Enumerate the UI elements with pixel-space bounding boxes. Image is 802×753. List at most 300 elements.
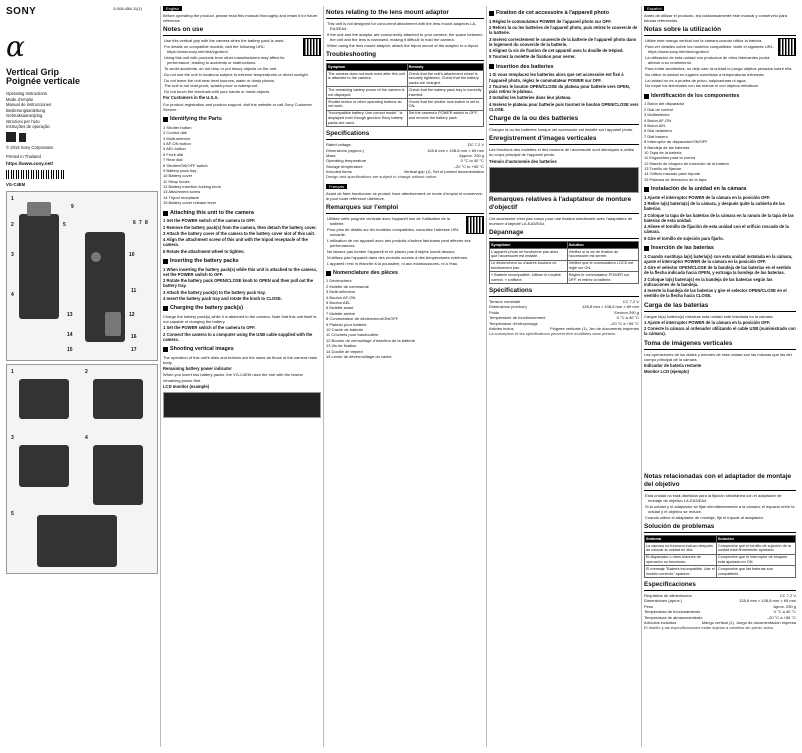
- section-title: Identifying the Parts: [170, 116, 222, 123]
- bullet-item: L'appareil n'est ni étanche à la poussière, ni aux éclaboussures, ni à l'eau.: [327, 260, 459, 266]
- step-number: 4: [85, 434, 88, 441]
- paragraph: Charge the battery pack(s) while it is attached to the camera. Note that this unit itself is not capable of charging the battery.: [163, 313, 317, 325]
- spec-label: Rated voltage: [326, 142, 351, 148]
- step-item: 3 Installez les batteries dans leur plateau.: [489, 95, 572, 101]
- bullet-item: If the unit and the adaptor are concurrently attached to your camera, the space between the unit and the lens is narrowed, making it difficult to hold the camera.: [327, 31, 483, 43]
- section-heading: Dépannage: [489, 229, 639, 239]
- step-item: 4 Alinee el tornillo de fijación de esta unidad con el orificio roscado de la cámara.: [644, 224, 789, 235]
- part-item: 11 Strap hooks: [163, 178, 190, 184]
- callout-label: 12: [129, 311, 135, 318]
- grip-top-illustration: [27, 202, 51, 216]
- step-item: 5 Tournez la molette de fixation pour serrer.: [489, 54, 576, 60]
- part-item: 7 Molette arrière: [326, 310, 356, 316]
- sub-heading: Monitor LCD (ejemplo): [644, 369, 689, 375]
- step-number: 1: [11, 368, 14, 375]
- bullet-item: This unit is not designed for concurrent attachment with the lens mount adaptors LA-EA3/EA4.: [327, 21, 477, 32]
- part-item: 14 Orificio roscado para trípode: [644, 171, 701, 177]
- table-cell: The camera does not work even after this unit is attached to the camera.: [327, 71, 408, 87]
- part-item: 10 Tapa de la batería: [644, 149, 682, 155]
- spec-note: Design and specifications are subject to change without notice.: [326, 174, 438, 180]
- qr-code-icon: [466, 216, 484, 234]
- manual-item: Instruções de operação: [6, 124, 50, 129]
- callout-label: 8: [145, 219, 148, 226]
- step-item: 1 Ajuste el interruptor POWER de la cámara en la posición OFF.: [644, 194, 771, 200]
- manual-item: Operating Instructions: [6, 91, 47, 97]
- part-item: 5 Botón AEL: [644, 122, 667, 128]
- column-divider: [323, 6, 324, 747]
- spec-label: Tension nominale: [489, 299, 521, 305]
- part-item: 6 Front dial: [163, 151, 184, 157]
- part-item: 13 Tornillo de fijación: [644, 166, 682, 172]
- step-item: 2 Gire el selector OPEN/CLOSE de la bandeja de las baterías en el sentido de la flecha indicada hacia OPEN, y extraiga la bandeja de las baterías.: [644, 265, 792, 276]
- troubleshooting-table: [326, 63, 484, 127]
- part-item: 3 Multi-selector: [163, 135, 191, 141]
- bullet-item: Do not use the unit in locations subject to extreme temperatures or direct sunlight.: [164, 71, 309, 77]
- column-header: Remedy: [407, 64, 483, 71]
- section-heading: Charge de la ou des batteries: [489, 115, 639, 125]
- part-item: 9 Plateau pour batterie: [326, 321, 367, 327]
- section-heading: [644, 245, 796, 252]
- paragraph: When you insert two battery packs, the VG-C4EM uses the one with the lowest remaining power first.: [163, 372, 303, 383]
- sub-heading: Témoin d'autonomie des batteries: [489, 158, 557, 164]
- section-heading: [163, 210, 321, 217]
- part-item: 1 Botón del disparador: [644, 101, 685, 107]
- bullet-item: Esta unidad no está diseñada para la fijación simultánea con el adaptador de montaje de objetivo LA-EA3/EA4.: [645, 493, 782, 504]
- paragraph: For product registration and product support, visit the website or call Sony Customer Service.: [163, 101, 312, 112]
- part-item: 14 Tripod receptacle: [163, 194, 200, 200]
- model-number: VG-C4EM: [6, 181, 26, 187]
- spec-value: 128,8 mm × 108,8 mm × 69 mm: [582, 304, 639, 310]
- part-item: 10 Battery cover: [163, 173, 193, 179]
- bullet-item: L'utilisation de cet appareil avec des produits d'autres fabricants peut affecter ses performances.: [327, 237, 471, 249]
- camera-illustration: [93, 379, 143, 419]
- intro-text: Avant de faire fonctionner ce produit, lisez attentivement ce mode d'emploi et conservez-le pour toute référence ultérieure.: [326, 190, 483, 201]
- bullet-item: Do not touch the terminals with your hands or metal objects.: [164, 89, 271, 95]
- spec-value: 0 °C to 40 °C: [460, 158, 484, 164]
- section-marker-icon: [644, 246, 649, 251]
- bullet-item: La unidad no es a prueba de polvo, salpicaduras ni agua.: [645, 77, 747, 83]
- part-item: 14 Douille de trépied: [326, 348, 363, 354]
- table-cell: « Batterie incompatible. Utiliser le modèle correct. » s'affiche.: [490, 272, 568, 284]
- manual-item: Istruzioni per l'uso: [6, 118, 40, 124]
- spec-label: Artículos incluidos: [644, 619, 677, 625]
- table-cell: Compruebe que el tornillo de sujeción de la unidad está firmemente apretado.: [716, 543, 795, 555]
- step-item: 2 Retirez la ou les batteries de l'appareil photo, puis retirez le couvercle de la batterie.: [489, 25, 638, 36]
- lcd-monitor-figure: [489, 167, 639, 193]
- bullet-item: Utilisez cette poignée verticale avec l'appareil lors de l'utilisation de la batterie.: [327, 216, 450, 227]
- column-divider: [486, 6, 487, 747]
- manual-item: Gebruiksaanwijzing: [6, 113, 43, 119]
- section-heading: [163, 116, 321, 123]
- barcode-icon: [6, 170, 64, 179]
- spec-value: DC 7.2 V: [467, 142, 484, 148]
- step-item: 4 Align the attachment screw of this unit with the tripod receptacle of the camera.: [163, 237, 308, 248]
- section-title: Instalación de la unidad en la cámara: [651, 186, 747, 193]
- spec-label: Requisitos de alimentación: [644, 593, 692, 599]
- table-row: [645, 554, 796, 566]
- step-number: 5: [11, 510, 14, 517]
- paragraph: Las operaciones de los diales y botones de esta unidad son las mismas que las del cuerpo principal de la cámara.: [644, 351, 792, 362]
- spec-label: Poids: [489, 309, 500, 315]
- manual-list: [6, 91, 158, 129]
- spec-label: Peso: [644, 603, 654, 609]
- spec-value: CC 7,2 V: [622, 299, 639, 305]
- intro-text: Before operating the product, please read this manual thoroughly and retain it for future reference.: [163, 13, 318, 24]
- part-item: 12 Battery insertion locking knob: [163, 184, 221, 190]
- table-cell: "Incompatible battery. Use correct model." is displayed even though genuine Sony battery packs are used.: [327, 110, 408, 126]
- part-item: 8 Shutter/ON/OFF switch: [163, 162, 208, 168]
- bullet-item: Use this vertical grip with the camera when the battery pack is used.: [164, 38, 285, 44]
- callout-label: 17: [131, 346, 137, 353]
- product-title-en: Vertical Grip: [6, 66, 60, 77]
- section-title: Identificación de los componentes: [651, 92, 740, 99]
- callout-label: 3: [11, 251, 14, 258]
- column-divider: [160, 6, 161, 747]
- bullet-item: For details on compatible models, visit the following URL: https://www.sony.net/dics/vgc4em/: [164, 44, 266, 55]
- bullet-item: La utilización de esta unidad con productos de otros fabricantes podrá afectar a su rendimiento.: [645, 55, 770, 66]
- section-heading: Toma de imágenes verticales: [644, 340, 796, 350]
- callout-label: 10: [129, 251, 135, 258]
- section-marker-icon: [163, 117, 168, 122]
- recycle-icon: [19, 133, 26, 142]
- part-item: 10 Cache de batterie: [326, 326, 364, 332]
- part-item: 4 Bouton AF-ON: [326, 294, 356, 300]
- bullet-item: The unit is not dust-proof, splash-proof or waterproof.: [164, 83, 259, 89]
- section-title: Inserting the battery packs: [170, 257, 239, 264]
- section-marker-icon: [163, 259, 168, 264]
- callout-label: 9: [71, 203, 74, 210]
- part-item: 15 Palanca de liberación de la tapa: [644, 176, 707, 182]
- section-heading: Carga de las baterías: [644, 302, 796, 312]
- qr-code-icon: [303, 38, 321, 56]
- paragraph: Cargue la(s) batería(s) mientras esta unidad esté instalada en la cámara.: [644, 313, 774, 319]
- part-item: 4 Botón AF-ON: [644, 117, 672, 123]
- section-heading: [644, 93, 796, 100]
- bullet-item: To avoid accidents, do not drop or put heavy objects on the unit.: [164, 66, 278, 72]
- callout-label: 15: [67, 346, 73, 353]
- part-item: 15 Levier de déverrouillage du cache: [326, 353, 392, 359]
- spec-label: Dimensions (approx.): [326, 147, 365, 153]
- bullet-item: Cuando utilice el adaptador de montaje, fije el trípode al adaptador.: [645, 514, 764, 520]
- callout-label: 6: [133, 219, 136, 226]
- spec-label: Temperatura de funcionamiento: [644, 609, 701, 615]
- battery-tray-illustration: [105, 312, 121, 336]
- product-title-fr: Poignée verticale: [6, 76, 81, 87]
- spec-value: 128.8 mm × 108.8 mm × 69 mm: [427, 147, 484, 153]
- cover-column: [6, 6, 158, 577]
- section-marker-icon: [163, 347, 168, 352]
- camera-with-grip-illustration: [37, 515, 117, 567]
- section-heading: Remarques sur l'emploi: [326, 204, 484, 214]
- attach-steps-figure: [6, 364, 158, 574]
- spec-note: El diseño y las especificaciones están sujetos a cambios sin previo aviso.: [644, 625, 775, 631]
- language-tag: Français: [326, 184, 347, 189]
- qr-code-icon: [778, 38, 796, 56]
- table-row: [645, 543, 796, 555]
- part-item: 15 Battery cover release lever: [163, 200, 217, 206]
- part-item: 2 Molette de commande: [326, 283, 369, 289]
- paragraph: Les fonctions des molettes et des boutons de l'accessoire sont identiques à celles du corps principal de l'appareil photo.: [489, 147, 634, 158]
- section-heading: [163, 258, 321, 265]
- step-item: 1 Si vous remplacez les batteries alors que cet accessoire est fixé à l'appareil photo, réglez le commutateur POWER sur OFF.: [489, 72, 624, 83]
- step-item: 3 Insérez correctement le couvercle de la batterie de l'appareil photo dans le logement du couvercle de la batterie.: [489, 36, 637, 47]
- callout-label: 1: [11, 195, 14, 202]
- table-cell: Compruebe que el interruptor de bloqueo está ajustado en ON.: [716, 554, 795, 566]
- table-row: [490, 249, 639, 261]
- grip-front-illustration: [19, 214, 59, 319]
- bullet-item: Si la unidad y el adaptador se fijan simultáneamente a la cámara, el espacio entre la unidad y el objetivo se reduce.: [645, 503, 795, 515]
- section-heading: [163, 305, 321, 312]
- rear-dial-illustration: [91, 252, 101, 262]
- step-item: 4 Insérez le plateau pour batterie puis tournez le bouton OPEN/CLOSE vers CLOSE.: [489, 101, 639, 112]
- step-item: 3 Attach the battery cover of the camera to the battery cover slot of this unit.: [163, 230, 316, 236]
- column-header: Solución: [716, 536, 795, 543]
- section-marker-icon: [644, 187, 649, 192]
- column-header: Síntoma: [645, 536, 717, 543]
- section-heading: Specifications: [326, 130, 484, 140]
- table-row: [327, 87, 484, 99]
- french-column: [489, 6, 639, 338]
- callout-label: 7: [139, 219, 142, 226]
- manual-item: Bedienungsanleitung: [6, 107, 46, 113]
- step-item: 1 Cuando sustituya la(s) batería(s) con esta unidad instalada en la cámara, ajuste el interruptor POWER de la cámara en la posición OFF.: [644, 253, 793, 264]
- step-item: 1 Ajuste el interruptor POWER de la cámara en la posición OFF.: [644, 319, 771, 325]
- part-item: 3 Multiselector: [644, 112, 670, 118]
- spec-label: Dimensiones (aprox.): [644, 598, 683, 604]
- callout-label: 5: [63, 221, 66, 228]
- section-heading: Notas relacionadas con el adaptador de montaje del objetivo: [644, 473, 796, 491]
- column-header: Symptom: [327, 64, 408, 71]
- spec-label: Température d'entreposage: [489, 320, 538, 326]
- spec-value: Vertical grip (1), Set of printed documentation: [403, 169, 484, 175]
- table-cell: Le déclencheur ou d'autres boutons ne fonctionnent pas.: [490, 260, 568, 272]
- part-item: 2 Control dial: [163, 130, 187, 136]
- spec-label: Dimensions (environ): [489, 304, 527, 310]
- spec-label: Température de fonctionnement: [489, 315, 546, 321]
- sub-heading: Remaining battery power indicator: [163, 366, 232, 372]
- step-item: 1 When inserting the battery pack(s) while this unit is attached to the camera, set the POWER switch to OFF.: [163, 266, 317, 277]
- bullet-item: No utilice la unidad en lugares sometidos a temperaturas extremas.: [645, 71, 765, 77]
- manual-item: Mode d'emploi: [6, 96, 34, 102]
- step-item: 4 Inserte la bandeja de las baterías y gire el selector OPEN/CLOSE en el sentido de la flecha hacia CLOSE.: [644, 288, 787, 299]
- section-title: Shooting vertical images: [170, 346, 234, 353]
- section-heading: [489, 64, 639, 71]
- spec-value: Environ 290 g: [614, 309, 639, 315]
- table-cell: Shutter button or other operating buttons do not work.: [327, 99, 408, 111]
- spec-label: Operating temperature: [326, 158, 367, 164]
- parts-list: [163, 125, 321, 206]
- part-item: 3 Multi-sélecteur: [326, 289, 356, 295]
- table-header-row: [490, 242, 639, 249]
- callout-label: 16: [131, 333, 137, 340]
- bullet-item: When using the lens mount adaptor, attach the tripod mount of the adaptor to a tripod.: [327, 42, 479, 48]
- table-cell: Vérifiez si la vis de fixation de l'accessoire est serrée.: [567, 249, 638, 261]
- step-number: 2: [85, 368, 88, 375]
- spec-value: Aprox. 290 g: [773, 603, 796, 609]
- section-heading: [489, 10, 639, 17]
- copyright: © 2019 Sony Corporation: [6, 145, 54, 151]
- step-item: 2 Remove the battery pack(s) from the camera, then detach the battery cover.: [163, 224, 317, 230]
- sub-heading: LCD monitor (example): [163, 383, 210, 389]
- section-title: Nomenclature des pièces: [333, 269, 399, 276]
- table-cell: Vérifiez que le commutateur LOCK est réglé sur ON.: [567, 260, 638, 272]
- sony-url: https://www.sony.net/: [6, 160, 53, 166]
- part-item: 13 Attachment screw: [163, 189, 201, 195]
- section-marker-icon: [644, 94, 649, 99]
- alpha-logo: α: [6, 29, 25, 63]
- part-item: 7 Dial trasero: [644, 133, 668, 139]
- spec-value: Poignée verticale (1), Jeu de documents imprimés: [550, 326, 639, 332]
- table-cell: Check that the battery pack tray is correctly inserted.: [407, 87, 483, 99]
- column-header: Symptôme: [490, 242, 568, 249]
- spanish-column: [644, 6, 796, 376]
- bullet-item: Para evitar accidentes, no deje caer la unidad ni ponga objetos pesados sobre ella.: [645, 66, 793, 72]
- part-item: 8 Commutateur de déclencheur/ON/OFF: [326, 316, 399, 322]
- part-item: 5 Bouton AEL: [326, 300, 351, 306]
- section-marker-icon: [489, 11, 494, 16]
- spec-label: Articles inclus: [489, 326, 514, 332]
- troubleshooting-table: [489, 241, 639, 284]
- table-row: [490, 272, 639, 284]
- part-item: 6 Dial delantero: [644, 128, 673, 134]
- table-row: [327, 110, 484, 126]
- intro-text: Antes de utilizar el producto, lea cuidadosamente este manual y consérvelo para futuras referencias.: [644, 13, 787, 24]
- section-heading: [326, 270, 484, 277]
- table-cell: Réglez le commutateur POWER sur OFF, et retirez la batterie.: [567, 272, 638, 284]
- part-item: 11 Enganches para la correa: [644, 155, 696, 161]
- camera-illustration: [19, 379, 69, 419]
- callout-label: 2: [11, 221, 14, 228]
- section-heading: Enregistrement d'images verticales: [489, 135, 639, 145]
- language-tag: English: [163, 6, 182, 11]
- part-item: 7 Rear dial: [163, 157, 183, 163]
- column-divider: [641, 6, 642, 747]
- english-column: [163, 6, 321, 421]
- part-item: 9 Bandeja de las baterías: [644, 144, 690, 150]
- part-item: 8 Interruptor de disparador/ON/OFF: [644, 139, 708, 145]
- table-row: [490, 260, 639, 272]
- part-item: 6 Molette avant: [326, 305, 354, 311]
- table-cell: L'appareil photo ne fonctionne pas alors que l'accessoire est installé.: [490, 249, 568, 261]
- section-heading: Notas sobre la utilización: [644, 26, 796, 36]
- spanish-continuation: [644, 470, 796, 632]
- table-header-row: [645, 536, 796, 543]
- part-item: 9 Battery pack tray: [163, 167, 197, 173]
- spec-value: Approx. 290 g: [459, 152, 484, 158]
- bullet-item: Ne laissez pas tomber l'appareil et ne placez pas d'objets lourds dessus.: [327, 248, 456, 254]
- spec-value: –20 °C à +55 °C: [609, 320, 639, 326]
- table-row: [645, 566, 796, 578]
- step-item: 4 Insert the battery pack tray and rotate the knob to CLOSE.: [163, 295, 282, 301]
- table-cell: Set the camera's POWER switch to OFF, and remove the battery pack.: [407, 110, 483, 126]
- table-cell: El disparador u otros botones de operación no funcionan.: [645, 554, 717, 566]
- callout-label: 11: [131, 287, 137, 294]
- section-heading: Solución de problemas: [644, 523, 796, 533]
- step-item: 2 Rotate the battery pack OPEN/CLOSE knob to OPEN and then pull out the battery tray.: [163, 278, 314, 289]
- spec-label: Mass: [326, 152, 336, 158]
- spec-value: 128,8 mm × 108,8 mm × 69 mm: [739, 598, 796, 604]
- step-number: 3: [11, 434, 14, 441]
- section-title: Fixation de cet accessoire à l'appareil photo: [496, 10, 610, 16]
- step-item: 4 Alignez la vis de fixation de cet appareil avec la douille de trépied.: [489, 48, 624, 53]
- section-marker-icon: [163, 306, 168, 311]
- part-item: 2 Dial de control: [644, 106, 673, 112]
- part-item: 1 Déclencheur: [326, 278, 352, 284]
- bullet-item: Pour plus de détails sur les modèles compatibles, consultez l'adresse URL suivante.: [327, 227, 459, 238]
- sony-logo: SONY: [6, 6, 37, 17]
- language-tag: Español: [644, 6, 664, 11]
- table-cell: Check that the shutter lock switch is set to ON.: [407, 99, 483, 111]
- step-item: 1 Set the POWER switch of the camera to OFF.: [163, 218, 256, 224]
- step-item: 1 Set the POWER switch of the camera to OFF.: [163, 325, 256, 331]
- step-item: 5 Rotate the attachment wheel to tighten.: [163, 248, 245, 254]
- spec-value: Mango vertical (1), Juego de documentación impresa: [701, 619, 796, 625]
- table-cell: La cámara no funciona incluso después de colocar la unidad en ella.: [645, 543, 717, 555]
- spec-value: 0 °C a 40 °C: [773, 609, 796, 615]
- part-item: 12 Mando de bloqueo de inserción de la batería: [644, 160, 729, 166]
- spec-label: Included items: [326, 169, 352, 175]
- part-item: 11 Crochets pour bandoulière: [326, 332, 379, 338]
- spec-note: La conception et les spécifications peuvent être modifiées sans préavis.: [489, 331, 616, 337]
- step-item: 2 Connect the camera to a computer using the USB cable supplied with the camera.: [163, 331, 313, 342]
- bullet-item: Using this unit with products from other manufacturers may affect its performance, leading to accidents or malfunctions.: [164, 55, 285, 66]
- parts-list: [644, 101, 796, 182]
- part-item: 13 Vis de fixation: [326, 343, 357, 349]
- callout-label: 13: [67, 311, 73, 318]
- bullet-item: N'utilisez pas l'appareil dans des endroits soumis à des températures extrêmes.: [327, 254, 469, 260]
- bullet-item: No toque los terminales con las manos ni con objetos metálicos.: [645, 83, 759, 89]
- step-item: 2 Tournez le bouton OPEN/CLOSE du plateau pour batterie vers OPEN, puis retirez le plateau.: [489, 83, 630, 94]
- parts-figure: [6, 191, 158, 361]
- step-item: 1 Réglez le commutateur POWER de l'appareil photo sur OFF.: [489, 18, 612, 24]
- part-item: 4 AF-ON button: [163, 140, 191, 146]
- sub-heading: Indicador de batería restante: [644, 363, 702, 369]
- spec-value: –20 °C to +55 °C: [453, 163, 484, 169]
- step-item: 2 Conecte la cámara al ordenador utilizando el cable USB (suministrado con la cámara).: [644, 326, 796, 337]
- table-cell: El mensaje "Batería incompatible. Use el modelo correcto" aparece.: [646, 566, 715, 576]
- bullet-item: Utilice este mango vertical con la cámara cuando utilice la batería.: [645, 38, 763, 44]
- step-item: 5 Gire el tornillo de sujeción para fijarlo.: [644, 235, 724, 241]
- section-heading: Notes on use: [163, 26, 321, 36]
- spec-value: 0 °C à 40 °C: [616, 315, 639, 321]
- section-heading: Troubleshooting: [326, 51, 484, 61]
- table-row: [327, 99, 484, 111]
- part-item: 1 Shutter button: [163, 124, 192, 130]
- manual-item: Manual de instrucciones: [6, 102, 52, 108]
- section-heading: [644, 186, 796, 193]
- troubleshooting-table: [644, 535, 796, 578]
- camera-illustration: [93, 445, 143, 505]
- section-title: Insertion des batteries: [496, 63, 554, 70]
- table-cell: Check that the unit's attachment wheel is securely tightened. Check that the battery packs are charged.: [407, 71, 483, 87]
- section-heading: Remarques relatives à l'adaptateur de monture d'objectif: [489, 196, 639, 214]
- printed-in: Printed in Thailand: [6, 153, 41, 159]
- certification-badge-icon: [6, 132, 16, 142]
- parts-list: [326, 278, 484, 359]
- lcd-monitor-figure: [163, 392, 321, 418]
- part-number: 5-008-458-11(1): [113, 6, 142, 11]
- bullet-item: Para ver detalles sobre los modelos compatibles, visite el siguiente URL: https://www.sony.net/dics/vgc4em/: [645, 44, 774, 55]
- step-item: 3 Attach the battery pack(s) to the battery pack tray.: [163, 289, 266, 295]
- section-title: Inserción de las baterías: [651, 244, 714, 251]
- table-header-row: [327, 64, 484, 71]
- section-marker-icon: [326, 271, 331, 276]
- spec-label: Temperatura de almacenamiento: [644, 614, 703, 620]
- paragraph: Chargez la ou les batteries lorsque cet accessoire est installé sur l'appareil photo.: [489, 127, 634, 132]
- bullet-item: Do not leave the unit near heat sources, water or dusty places.: [164, 77, 275, 83]
- spec-value: CC 7,2 V: [779, 593, 796, 599]
- section-heading: [163, 346, 321, 353]
